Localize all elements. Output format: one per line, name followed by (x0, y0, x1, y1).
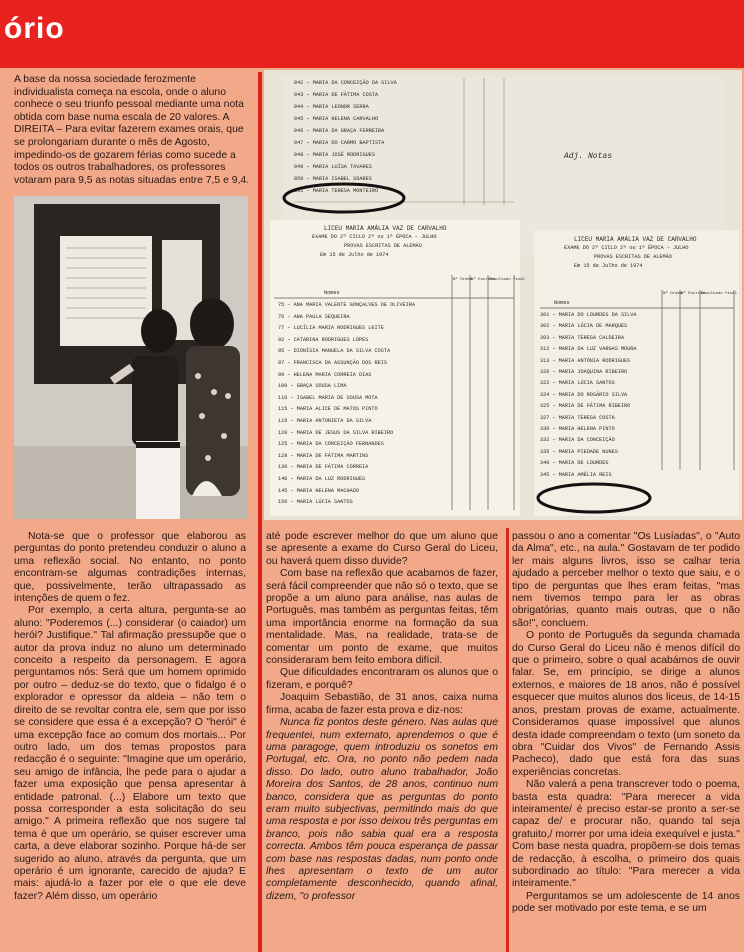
top-sheet-row: 042 – MARIA DA CONCEIÇÃO DA SILVA (294, 80, 397, 86)
col3-paragraph: Perguntamos se um adolescente de 14 anos pode ser motivado por este tema, e se um (512, 890, 740, 915)
sheet-row: 320 – MARIA JOAQUINA RIBEIRO (540, 369, 628, 375)
sheet-row: 313 – MARIA ANTÓNIA RODRIGUES (540, 357, 631, 364)
right-sheet-nomes-label: Nomes (554, 300, 570, 306)
sheet-row: 120 – MARIA DE JESUS DA SILVA RIBEIRO (278, 429, 394, 436)
sheet-row: 303 – MARIA TERESA CALDEIRA (540, 334, 625, 341)
sheet-row: 115 – MARIA ALICE DE MATOS PINTO (278, 406, 378, 413)
sheet-row: 92 – CATARINA RODRIGUES LOPES (278, 336, 369, 343)
right-sheet-col-b: Nº Escrita (681, 292, 706, 296)
sheet-row: 75 – ANA MARIA VALENTE GONÇALVES DE OLIVEIRA (278, 302, 415, 308)
sheet-row: 324 – MARIA DO ROSÁRIO SILVA (540, 391, 628, 398)
left-sheet-title: LICEU MARIA AMÁLIA VAZ DE CARVALHO (324, 225, 447, 232)
top-sheet-row: 050 – MARIA ISABEL SOARES (294, 176, 372, 182)
left-sheet-nomes-label: Nomes (324, 290, 340, 296)
top-sheet-row: 043 – MARIA DE FÁTIMA COSTA (294, 92, 379, 98)
intro-caption: A base da nossa sociedade ferozmente individualista começa na escola, onde o aluno conhece o seu triunfo pessoal mediante uma nota obtida com base numa escala de 20 valores. A DIREITA – Para evitar fazerem exames orais, que se prolongariam durante o mês de Agosto, impedindo-os de gozarem férias como sucede a todos os outros trabalhadores, os professores votaram para 9,5 as notas situadas entre 7,5 e 9,4. (14, 74, 250, 186)
sheet-row: 327 – MARIA TERESA COSTA (540, 414, 615, 421)
col3-paragraph: O ponto de Português da segunda chamada do Curso Geral do Liceu não é menos difícil do que o primeiro, sobre o qual acabámos de ouvir falar. Se, em princípio, se dirige a alunos externos, e maiores de 18 anos, não é possível esquecer que muitos alunos dos liceus, de 14-15 anos, prestam provas de exame, actualmente. Consideramos quase impossível que alunos desta idade compreendam o texto (um soneto da obra "Cuidar dos Vivos" de Fernando Assis Pacheco), dado que está fora das suas experiências concretas. (512, 630, 740, 778)
article-column-1 (14, 531, 246, 903)
sheet-row: 332 – MARIA DA CONCEIÇÃO (540, 437, 615, 444)
top-sheet-row: 049 – MARIA LUÍSA TAVARES (294, 164, 372, 170)
column-rule-left (258, 72, 262, 952)
sheet-row: 150 – MARIA LÚCIA SANTOS (278, 499, 353, 506)
right-sheet-prova: PROVAS ESCRITAS DE ALEMÃO (594, 254, 672, 260)
sheet-row: 100 – GRAÇA SOUSA LIMA (278, 383, 347, 390)
sheet-row: 140 – MARIA DA LUZ RODRIGUES (278, 476, 366, 482)
handwritten-note: Adj. Notas (564, 152, 613, 161)
column-rule-right (506, 528, 509, 952)
sheet-row: 95 – DIONÍSIA MANUELA DA SILVA COSTA (278, 348, 391, 355)
top-sheet-row: 048 – MARIA JOSÉ RODRIGUES (294, 152, 375, 158)
left-sheet-col-a: Nº Ordem (453, 278, 473, 282)
article-column-3 (512, 531, 740, 916)
photo-students-graphic (14, 196, 248, 519)
sheet-row: 76 – ANA PAULA SEQUEIRA (278, 313, 350, 320)
col1-paragraph: Nota-se que o professor que elaborou as perguntas do ponto pretendeu conduzir o aluno a uma reflexão social. No entanto, no ponto encontram-se algumas contradições internas, que, possivelmente, terão ultrapassado as intenções de quem o fez. (14, 531, 246, 605)
sheet-row: 116 – MARIA ANTONIETA DA SILVA (278, 418, 372, 424)
sheet-row: 130 – MARIA DE FÁTIMA CORREIA (278, 464, 369, 471)
right-sheet-subtitle: EXAME DO 2º CICLO 2ª ou 1ª ÉPOCA – JULHO (564, 245, 689, 251)
sheet-row: 77 – LUCÍLIA MARIA RODRIGUES LEITE (278, 325, 384, 332)
col1-paragraph: Por exemplo, a certa altura, pergunta-se ao aluno: "Poderemos (...) considerar (o caiador) um herói? Justifique." Tal afirmação pressupõe que o autor da prova induz no aluno um determinado conceito a respeito da personagem. E agora perguntamos nós: Será que um homem oprimido por outro – deduz-se do texto, que o fidalgo é o explorador e opressor da aldeia – não tem o direito de se revoltar contra ele, sem que por isso se considere que essa é a excepção? O "herói" é uma excepção face ao comum dos mortais... Por outro lado, um dos temas propostos para redacção é o seguinte: "Imagine que um operário, seu amigo de infância, lhe pede para o ajudar a fazer uma exposição que pensa apresentar à entidade patronal. (...) Elabore um texto que possa corresponder a esta solicitação do seu amigo." A primeira reflexão que nos sugere tal tema é que um operário, se quiser escrever uma carta, a deve elaborar sozinho. Porque há-de ser sugerido ao aluno, através da pergunta, que um operário é um ignorante, carecido de ajuda? E mais: ajudá-lo a fazer por ele o que ele deve fazer? Além disso, um operário (14, 605, 246, 902)
sheet-row: 335 – MARIA PIEDADE NUNES (540, 448, 618, 455)
header-banner (0, 0, 744, 68)
sheet-row: 99 – HELENA MARIA CORREIA DIAS (278, 371, 372, 378)
top-sheet-row: 046 – MARIA DA GRAÇA FERREIRA (294, 128, 385, 134)
sheet-row: 322 – MARIA LÚCIA SANTOS (540, 380, 615, 387)
col2-paragraph: Com base na reflexão que acabamos de fazer, será fácil compreender que não só o texto, que se propõe a um aluno para análise, nas aulas de Português, mas também as perguntas feitas, têm uma importância enorme na formação da sua mentalidade. Mas, na realidade, trata-se de comentar um ponto de exame, que muitos consideraram bem feito embora difícil. (266, 568, 498, 667)
sheet-row: 301 – MARIA DO LOURDES DA SILVA (540, 312, 637, 318)
top-sheet-row: 045 – MARIA HELENA CARVALHO (294, 116, 379, 122)
left-sheet-subtitle: EXAME DO 2º CICLO 2ª ou 1ª ÉPOCA – JULHO (312, 234, 437, 240)
col2-paragraph: Que dificuldades encontraram os alunos que o fizeram, e porquê? (266, 667, 498, 691)
sheet-row: 97 – FRANCISCA DA ASSUNÇÃO DOS REIS (278, 360, 387, 366)
right-sheet-title: LICEU MARIA AMÁLIA VAZ DE CARVALHO (574, 236, 697, 243)
sheet-row: 110 – ISABEL MARIA DE SOUSA MOTA (278, 394, 378, 401)
sheet-row: 302 – MARIA LÚCIA DE MARQUES (540, 323, 628, 330)
col3-paragraph: passou o ano a comentar "Os Lusíadas", o "Auto da Alma", etc., na aula." Gostavam de ter podido ler mais alguns livros, isso se calhar teria ajudado a perceber melhor o texto que saiu, e o tipo de perguntas que lhes eram feitas, "mas nem tivemos tempo para ler as obras obrigatórias, quanto mais outras, que o não são!", concluem. (512, 531, 740, 629)
left-sheet-date: Em 15 de Julho de 1974 (320, 252, 389, 258)
photo-exam-result-sheets (264, 70, 742, 520)
sheet-row: 125 – MARIA DA CONCEIÇÃO FERNANDES (278, 441, 384, 448)
sheet-row: 145 – MARIA HELENA MACHADO (278, 487, 359, 494)
col2-paragraph: até pode escrever melhor do que um aluno que se apresente a exame do Curso Geral do Liceu, ou haverá quem disso duvide? (266, 531, 498, 567)
sheet-row: 325 – MARIA DE FÁTIMA RIBEIRO (540, 403, 631, 410)
sheet-row: 128 – MARIA DE FÁTIMA MARTINS (278, 452, 369, 459)
page-title: ório (4, 12, 65, 45)
right-sheet-col-a: Nº Ordem (663, 292, 683, 296)
top-sheet-row: 044 – MARIA LEONOR SERRA (294, 104, 369, 110)
col2-paragraph: Joaquim Sebastião, de 31 anos, caixa numa firma, acaba de fazer esta prova e diz-nos: (266, 692, 498, 716)
sheet-row: 340 – MARIA DE LOURDES (540, 460, 609, 467)
sheet-row: 330 – MARIA HELENA PINTO (540, 426, 615, 432)
col2-paragraph: Nunca fiz pontos deste género. Nas aulas que frequentei, num externato, aprendemos o que é uma paragoge, quem introduziu os sonetos em Portugal, etc. Ora, no ponto não pedem nada disso. Do lado, outro aluno trabalhador, João Moreira dos Santos, de 28 anos, continuo num banco, considera que as perguntas do ponto eram muito subjectivas, permitindo mais do que uma resposta e por isso deixou três perguntas em branco, pois não sabia qual era a resposta correcta. Ambos têm pouca esperança de passar com base nas respostas dadas, num ponto onde lhes apresentam o texto de um autor completamente desconhecido, quando afinal, dizem, "o professor (266, 717, 498, 902)
left-sheet-prova: PROVAS ESCRITAS DE ALEMÃO (344, 243, 422, 249)
left-sheet-col-b: Nº Escrita (471, 278, 496, 282)
right-sheet-date: Em 15 de Julho de 1974 (574, 263, 643, 269)
sheet-row: 312 – MARIA DA LUZ VARGAS MOURA (540, 346, 637, 353)
right-sheet-col-c: Resultado final (701, 292, 738, 296)
top-sheet-row: 051 – MARIA TERESA MONTEIRO (294, 188, 379, 194)
sheet-row: 345 – MARIA AMÉLIA REIS (540, 471, 612, 478)
article-column-2 (266, 531, 498, 903)
photo-students-notice-board (14, 196, 248, 519)
left-sheet-col-c: Resultado final (489, 278, 526, 282)
top-sheet-row: 047 – MARIA DO CARMO BAPTISTA (294, 140, 385, 146)
col3-paragraph: Não valerá a pena transcrever todo o poema, basta esta quadra: "Para merecer a vida inteiramente/ é preciso estar-se pronto a ser-se capaz de/ e procurar não, quando tal seja gratuito,/ morrer por uma ideia exequível e justa." Com base nesta quadra, propõem-se dois temas de redacção, à escolha, o primeiro dos quais subordinado ao título: "Para merecer a vida inteiramente." (512, 779, 740, 890)
